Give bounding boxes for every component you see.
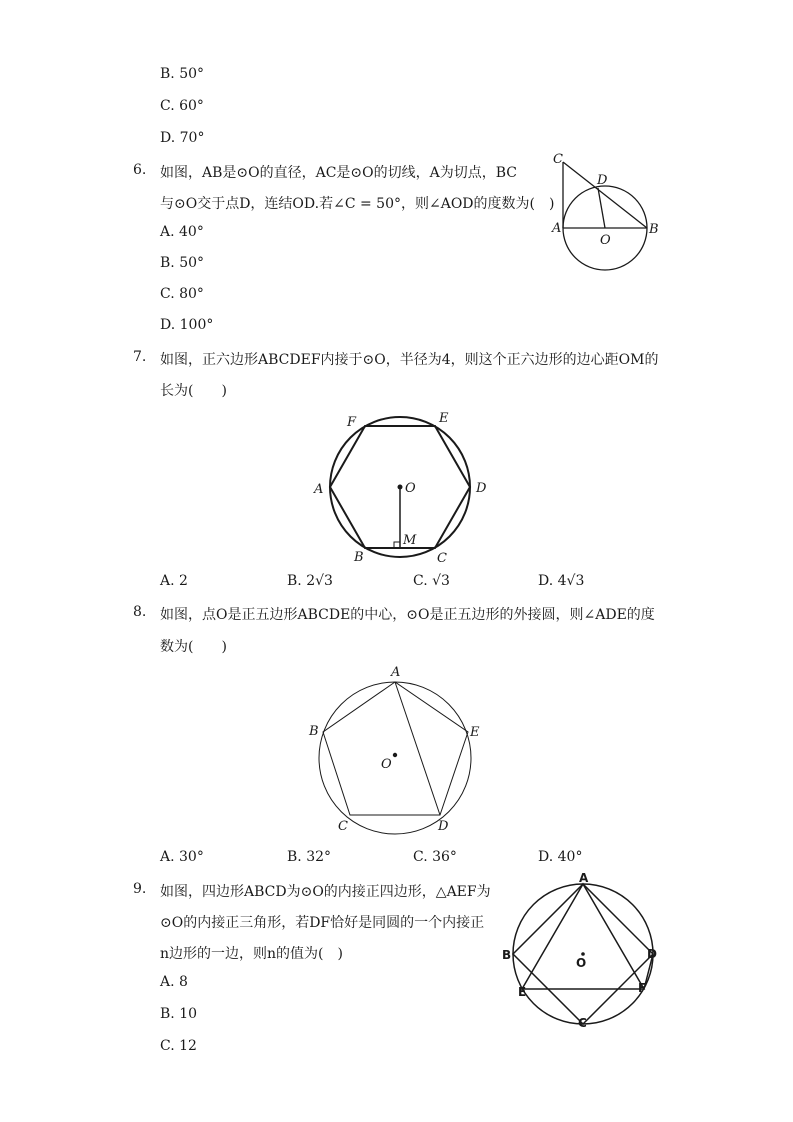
q7-option-b: B. 2√3	[287, 573, 333, 589]
q9-stem-line3: n边形的一边，则n的值为( )	[160, 946, 343, 962]
q7-option-d: D. 4√3	[538, 573, 585, 589]
q8-circle	[319, 682, 471, 834]
q8-label-b: B	[309, 724, 319, 739]
q7-figure	[305, 405, 495, 570]
q5-option-c: C. 60°	[160, 98, 204, 114]
q8-label-o: O	[381, 757, 392, 772]
q6-option-d: D. 100°	[160, 317, 214, 333]
q8-label-d: D	[438, 819, 449, 834]
q9-label-o: O	[576, 956, 587, 970]
q6-number: 6.	[133, 162, 147, 178]
q7-center-dot	[398, 485, 403, 490]
q7-label-f: F	[347, 415, 357, 430]
q6-label-o: O	[600, 233, 611, 248]
q5-option-d: D. 70°	[160, 130, 205, 146]
q6-line-cb	[563, 162, 647, 228]
q8-stem-line2: 数为( )	[160, 639, 227, 655]
q8-option-c: C. 36°	[413, 849, 457, 865]
q9-option-b: B. 10	[160, 1006, 198, 1022]
q9-label-e: E	[518, 985, 527, 999]
q8-option-b: B. 32°	[287, 849, 332, 865]
q6-option-c: C. 80°	[160, 286, 204, 302]
q9-number: 9.	[133, 881, 147, 897]
q7-label-a: A	[314, 482, 324, 497]
q5-option-b: B. 50°	[160, 66, 205, 82]
q7-option-c: C. √3	[413, 573, 450, 589]
q6-option-a: A. 40°	[160, 224, 204, 240]
q9-triangle-aef	[522, 884, 644, 989]
q9-stem-line1: 如图，四边形ABCD为⊙O的内接正四边形，△AEF为	[160, 884, 491, 900]
q7-number: 7.	[133, 349, 147, 365]
q9-label-c: C	[578, 1016, 587, 1030]
q9-label-f: F	[638, 981, 647, 995]
q7-label-m: M	[403, 533, 417, 548]
q8-label-a: A	[391, 665, 401, 680]
q8-number: 8.	[133, 604, 147, 620]
q8-label-c: C	[338, 819, 348, 834]
q8-option-a: A. 30°	[160, 849, 204, 865]
q6-label-b: B	[649, 222, 659, 237]
q6-stem-line2: 与⊙O交于点D，连结OD.若∠C = 50°，则∠AOD的度数为( )	[160, 196, 555, 212]
q7-label-c: C	[437, 551, 447, 566]
q9-label-b: B	[502, 948, 512, 962]
q6-label-a: A	[552, 221, 562, 236]
q7-label-e: E	[439, 411, 449, 426]
q6-label-d: D	[597, 173, 608, 188]
q9-label-a: A	[579, 871, 589, 885]
q7-label-o: O	[405, 481, 416, 496]
q9-label-d: D	[647, 947, 657, 961]
q9-option-a: A. 8	[160, 974, 188, 990]
q7-stem-line1: 如图，正六边形ABCDEF内接于⊙O，半径为4，则这个正六边形的边心距OM的	[160, 352, 659, 368]
q6-label-c: C	[553, 152, 563, 167]
q6-option-b: B. 50°	[160, 255, 205, 271]
q6-figure	[548, 150, 663, 275]
q9-stem-line2: ⊙O的内接正三角形，若DF恰好是同圆的一个内接正	[160, 915, 485, 931]
q7-option-a: A. 2	[160, 573, 188, 589]
q8-center-dot	[393, 753, 397, 757]
q8-diagonal-ad	[395, 682, 440, 815]
q6-stem-line1: 如图，AB是⊙O的直径，AC是⊙O的切线，A为切点，BC	[160, 165, 518, 181]
q7-label-b: B	[354, 550, 364, 565]
q8-label-e: E	[470, 725, 480, 740]
q9-option-c: C. 12	[160, 1038, 197, 1054]
q8-figure	[300, 660, 495, 840]
q8-option-d: D. 40°	[538, 849, 583, 865]
q8-stem-line1: 如图，点O是正五边形ABCDE的中心，⊙O是正五边形的外接圆，则∠ADE的度	[160, 607, 655, 623]
q7-label-d: D	[476, 481, 487, 496]
q9-figure	[502, 870, 665, 1035]
q7-stem-line2: 长为( )	[160, 383, 227, 399]
